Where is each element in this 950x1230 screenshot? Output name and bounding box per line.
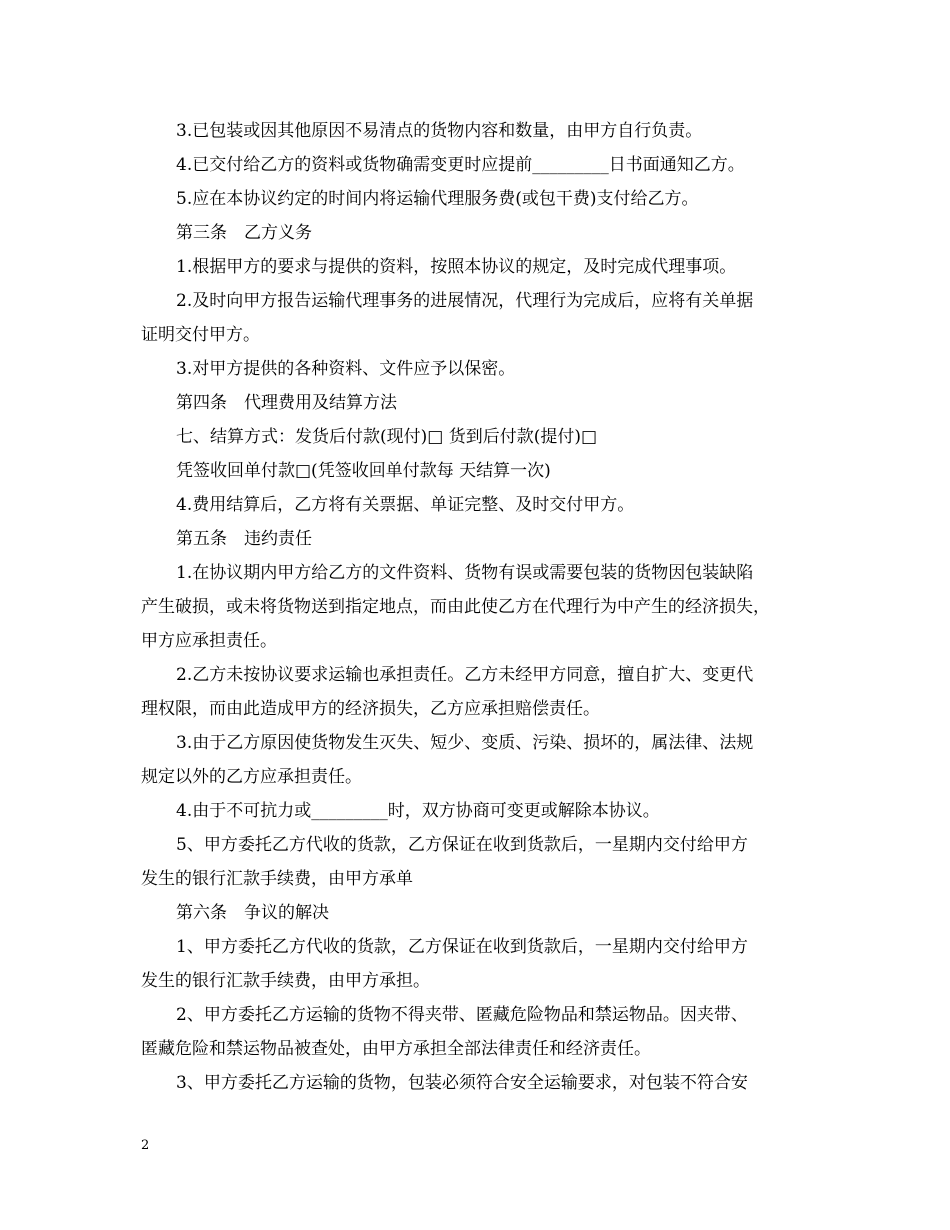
paragraph-line: 证明交付甲方。 [141, 325, 260, 345]
paragraph-line: 4.费用结算后，乙方将有关票据、单证完整、及时交付甲方。 [176, 495, 635, 515]
section-heading: 第四条 代理费用及结算方法 [176, 393, 397, 413]
section-heading: 第六条 争议的解决 [176, 903, 329, 923]
page-number: 2 [141, 1138, 150, 1153]
paragraph-line: 2、甲方委托乙方运输的货物不得夹带、匿藏危险物品和禁运物品。因夹带、 [176, 1005, 748, 1025]
paragraph-line: 4.由于不可抗力或_________时，双方协商可变更或解除本协议。 [176, 801, 660, 821]
paragraph-line: 发生的银行汇款手续费，由甲方承单 [141, 869, 413, 889]
paragraph-line: 甲方应承担责任。 [141, 631, 277, 651]
paragraph-line: 规定以外的乙方应承担责任。 [141, 767, 362, 787]
paragraph-line: 理权限，而由此造成甲方的经济损失，乙方应承担赔偿责任。 [141, 699, 600, 719]
paragraph-line: 3.由于乙方原因使货物发生灭失、短少、变质、污染、损坏的，属法律、法规 [176, 733, 754, 753]
paragraph-line: 七、结算方式：发货后付款(现付)□ 货到后付款(提付)□ [176, 427, 598, 447]
paragraph-line: 2.及时向甲方报告运输代理事务的进展情况，代理行为完成后，应将有关单据 [176, 291, 754, 311]
paragraph-line: 1.根据甲方的要求与提供的资料，按照本协议的规定，及时完成代理事项。 [176, 257, 737, 277]
paragraph-line: 发生的银行汇款手续费，由甲方承担。 [141, 971, 430, 991]
section-heading: 第五条 违约责任 [176, 529, 312, 549]
paragraph-line: 3.已包装或因其他原因不易清点的货物内容和数量，由甲方自行负责。 [176, 121, 703, 141]
paragraph-line: 3、甲方委托乙方运输的货物，包装必须符合安全运输要求，对包装不符合安 [176, 1073, 748, 1093]
paragraph-line: 2.乙方未按协议要求运输也承担责任。乙方未经甲方同意，擅自扩大、变更代 [176, 665, 754, 685]
paragraph-line: 产生破损，或未将货物送到指定地点，而由此使乙方在代理行为中产生的经济损失， [141, 597, 770, 617]
section-heading: 第三条 乙方义务 [176, 223, 312, 243]
paragraph-line: 1.在协议期内甲方给乙方的文件资料、货物有误或需要包装的货物因包装缺陷 [176, 563, 754, 583]
paragraph-line: 5.应在本协议约定的时间内将运输代理服务费(或包干费)支付给乙方。 [176, 189, 699, 209]
paragraph-line: 1、甲方委托乙方代收的货款，乙方保证在收到货款后，一星期内交付给甲方 [176, 937, 748, 957]
paragraph-line: 5、甲方委托乙方代收的货款，乙方保证在收到货款后，一星期内交付给甲方 [176, 835, 748, 855]
paragraph-line: 3.对甲方提供的各种资料、文件应予以保密。 [176, 359, 516, 379]
paragraph-line: 凭签收回单付款□(凭签收回单付款每 天结算一次) [176, 461, 551, 481]
paragraph-line: 4.已交付给乙方的资料或货物确需变更时应提前_________日书面通知乙方。 [176, 155, 745, 175]
paragraph-line: 匿藏危险和禁运物品被查处，由甲方承担全部法律责任和经济责任。 [141, 1039, 651, 1059]
